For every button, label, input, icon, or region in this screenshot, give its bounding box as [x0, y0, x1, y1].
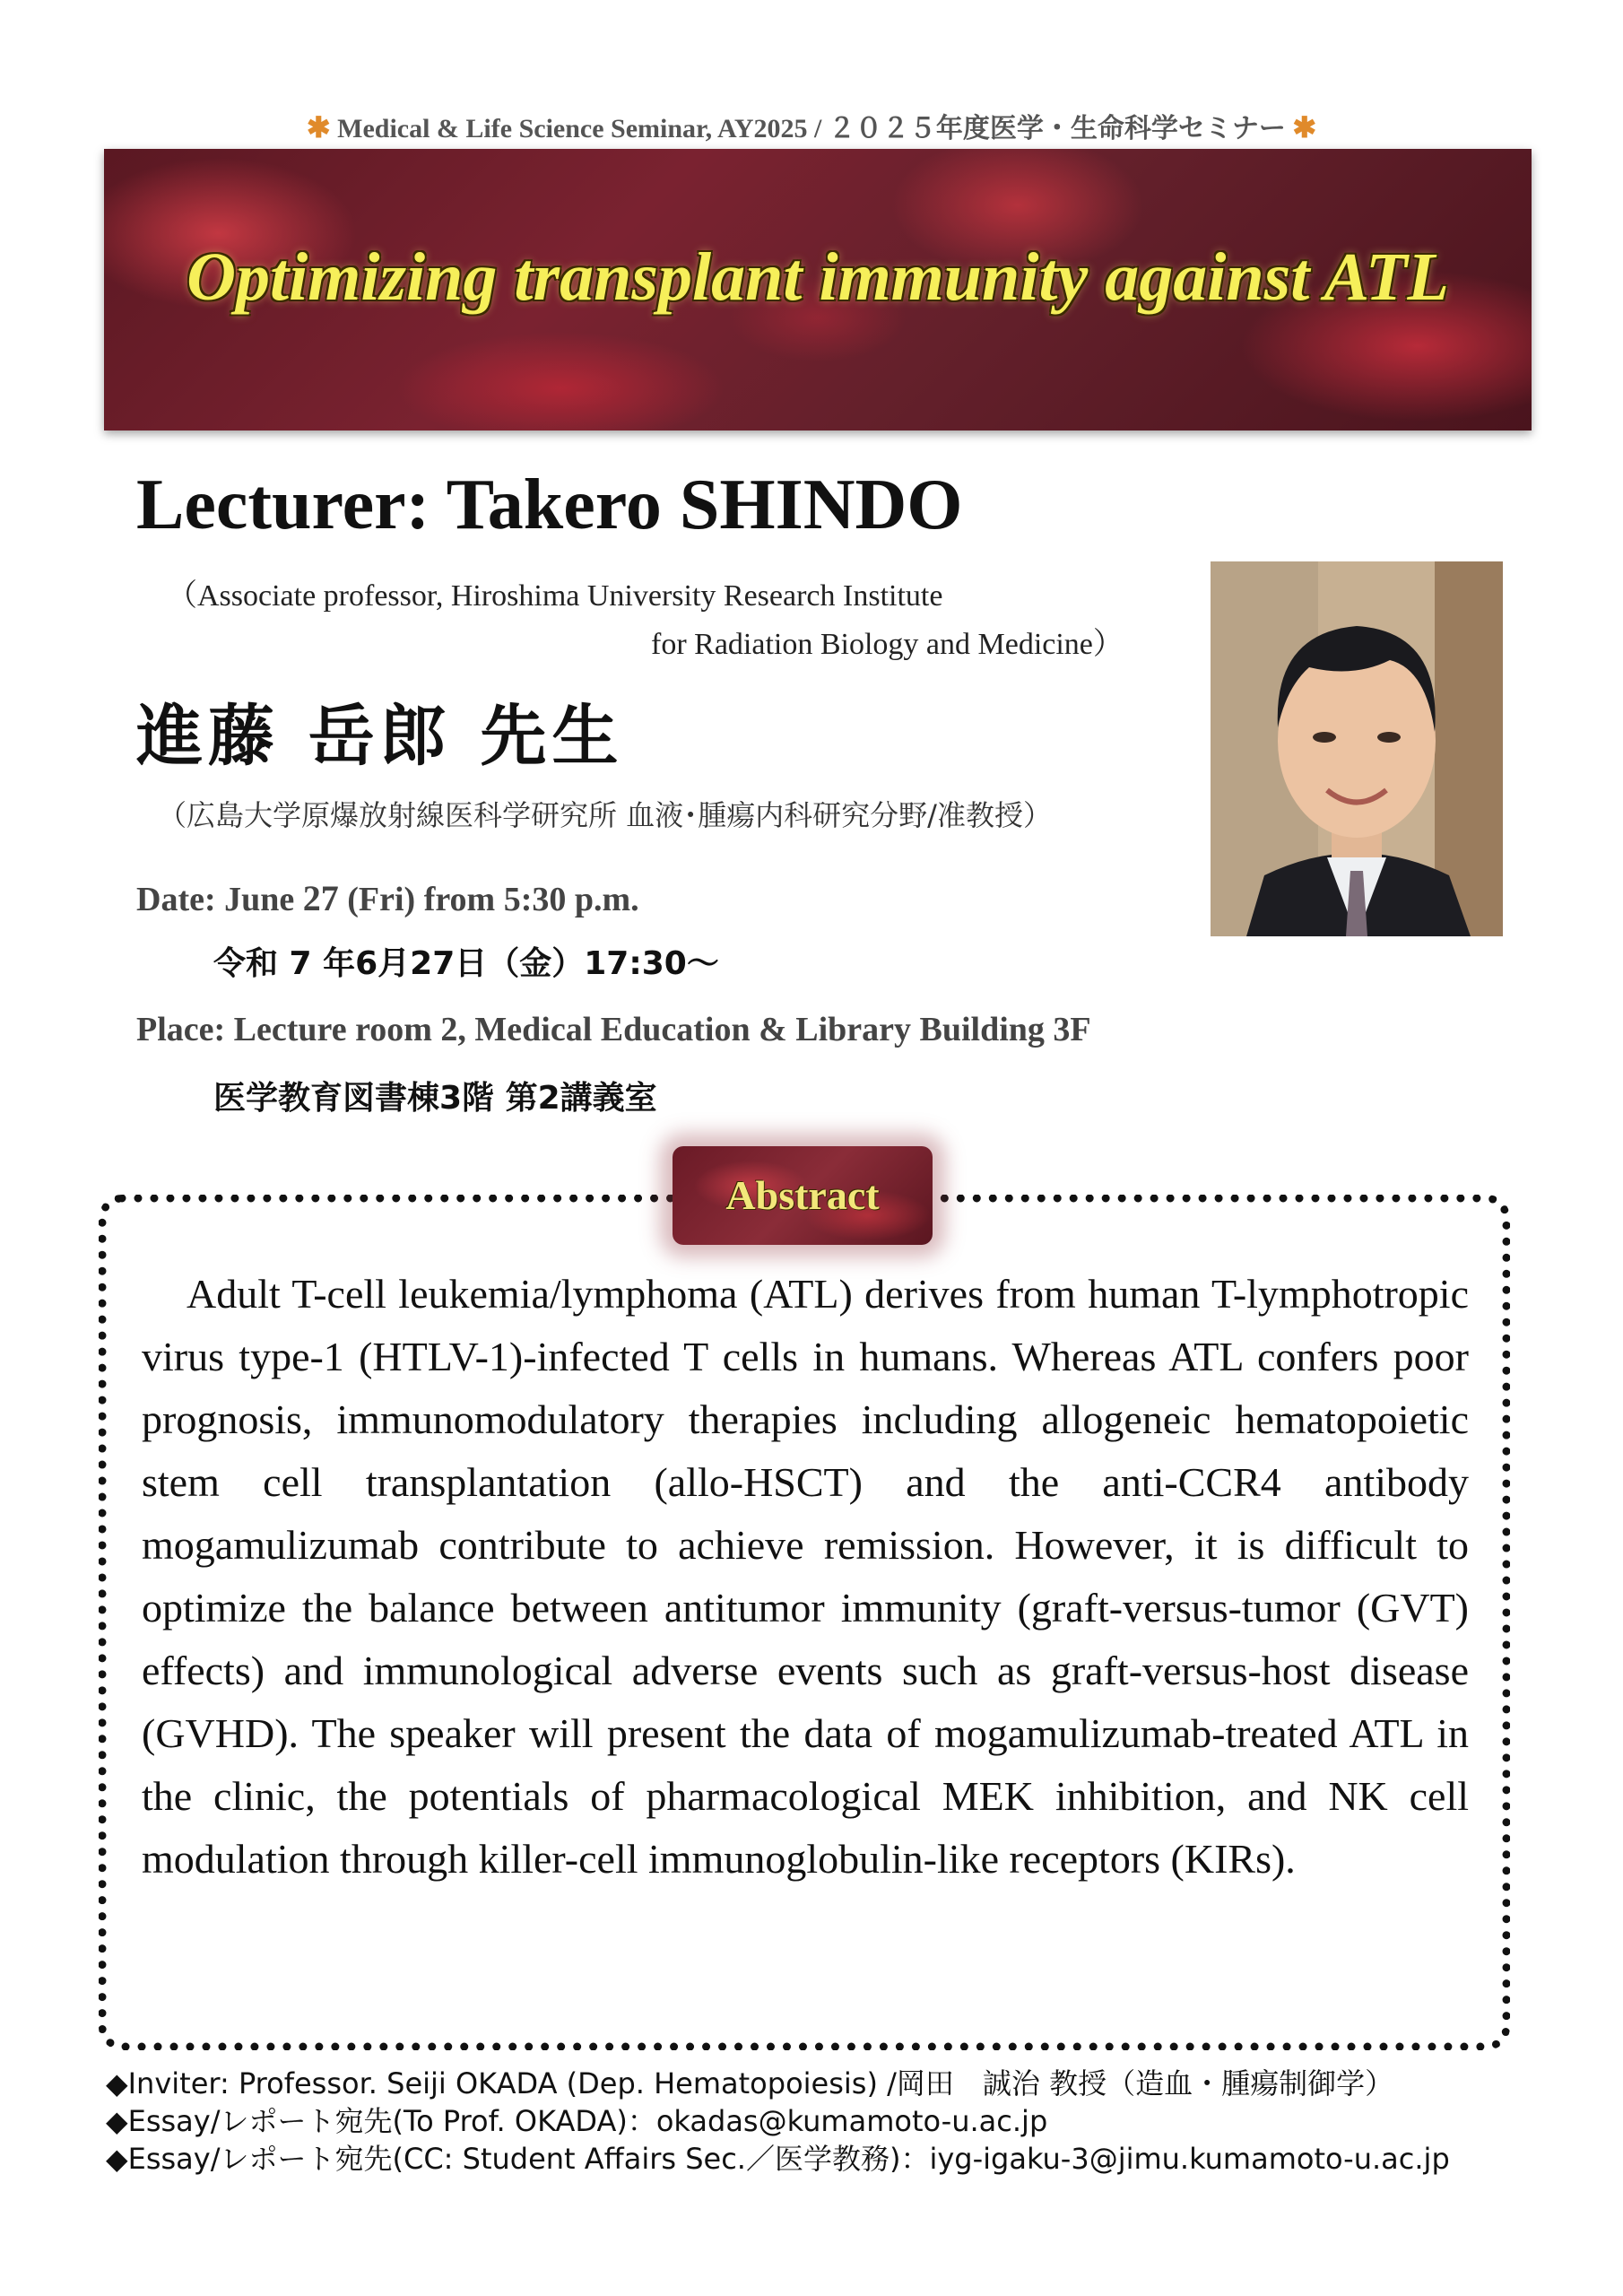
date-label: Date: — [136, 881, 216, 918]
lecturer-photo — [1211, 561, 1503, 936]
seminar-title: Medical & Life Science Seminar, AY2025 / ２０２５年度医学・生命科学セミナー — [337, 114, 1286, 144]
lecturer-name-jp: 進藤 岳郎 先生 — [136, 698, 624, 775]
footer — [106, 2065, 1450, 2178]
footer-essay-cc: ◆Essay/レポート宛先(CC: Student Affairs Sec.／医学教務)：iyg-igaku-3@jimu.kumamoto-u.ac.jp — [106, 2142, 1450, 2176]
lecturer-affiliation-line2: for Radiation Biology and Medicine） — [651, 628, 1124, 661]
abstract-label-text: Abstract — [725, 1172, 880, 1218]
date-line — [136, 877, 639, 919]
place-label: Place: — [136, 1011, 226, 1048]
abstract-text: Adult T-cell leukemia/lymphoma (ATL) derives from human T-lymphotropic virus type-1 (HTLV-1)-infected T cells in humans. Whereas ATL confers poor prognosis, immunomodulatory therapies including allogeneic hematopoietic stem cell transplantation (allo-HSCT) and the anti-CCR4 antibody mogamulizumab contribute to achieve remission. However, it is difficult to optimize the balance between antitumor immunity (graft-versus-tumor (GVT) effects) and immunological adverse events such as graft-versus-host disease (GVHD). The speaker will present the data of mogamulizumab-treated ATL in the clinic, the potentials of pharmacological MEK inhibition, and NK cell modulation through killer-cell immunoglobulin-like receptors (KIRs). — [142, 1271, 1469, 1882]
place-value: Lecture room 2, Medical Education & Library Building 3F — [233, 1011, 1091, 1048]
lecture-title: Optimizing transplant immunity against ATL — [187, 239, 1449, 315]
lecturer-heading: Lecturer: Takero SHINDO — [136, 465, 963, 544]
seminar-header — [0, 106, 1623, 145]
footer-inviter: ◆Inviter: Professor. Seiji OKADA (Dep. Hematopoiesis) /岡田 誠治 教授（造血・腫瘍制御学） — [106, 2066, 1394, 2100]
lecturer-affiliation-line1: （Associate professor, Hiroshima University Research Institute — [167, 579, 943, 613]
footer-essay-to: ◆Essay/レポート宛先(To Prof. OKADA)：okadas@kumamoto-u.ac.jp — [106, 2104, 1048, 2138]
date-day: 27 — [302, 878, 339, 918]
date-month: June — [224, 881, 295, 918]
title-banner — [104, 149, 1532, 430]
date-jp: 令和 7 年6月27日（金）17:30～ — [213, 945, 719, 982]
lecturer-affiliation-jp: （広島大学原爆放射線医科学研究所 血液･腫瘍内科研究分野/准教授） — [158, 798, 1052, 832]
place-line — [136, 1010, 1091, 1049]
place-jp: 医学教育図書棟3階 第2講義室 — [213, 1080, 657, 1117]
star-icon: ✱ — [306, 111, 331, 144]
star-icon: ✱ — [1292, 111, 1317, 144]
abstract-label — [673, 1146, 933, 1245]
date-rest: (Fri) from 5:30 p.m. — [347, 881, 639, 918]
